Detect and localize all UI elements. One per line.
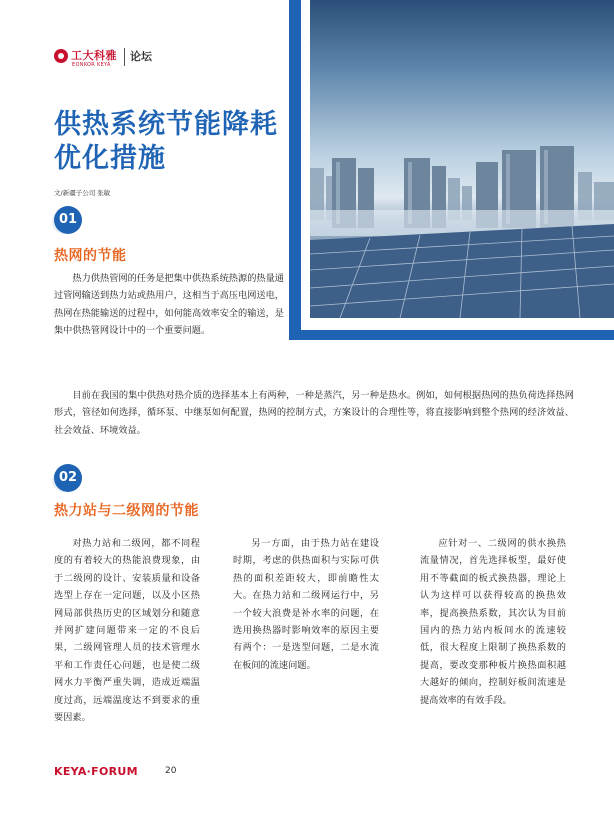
header-divider xyxy=(124,48,125,66)
section-2-column-2: 另一方面，由于热力站在建设时期，考虑的供热面积与实际可供热的面积差距较大，即前瞻性太大。在热力站和二级网运行中，另一个较大浪费是补水率的问题，在选用换热器时影响效率的原因主要有两个：一是选型问题，二是水流在板间的流速问题。 xyxy=(233,538,379,671)
byline: 文/新疆子公司 张敏 xyxy=(54,189,111,197)
section-heading: 热力站与二级网的节能 xyxy=(54,503,199,519)
title-line-2: 优化措施 xyxy=(54,143,166,174)
section-2-column-1: 对热力站和二级网，都不同程度的有着较大的热能浪费现象，由于二级网的设计、安装质量和设备选型上存在一定问题，以及小区热网局部供热历史的区域划分和随意并网扩建问题带来一定的不良后果，二级网管理人员的技术管理水平和工作责任心问题，也是使二级网水力平衡严重失调，造成近端温度过高，远端温度达不到要求的重要因素。 xyxy=(54,538,200,724)
section-label: 论坛 xyxy=(130,50,152,63)
section-1-paragraph-2: 目前在我国的集中供热对热介质的选择基本上有两种，一种是蒸汽，另一种是热水。例如，如何根据热网的热负荷选择热网形式，管径如何选择，循环泵、中继泵如何配置，热网的控制方式，方案设计的合理性等，将直接影响到整个热网的经济效益、社会效益、环境效益。 xyxy=(54,390,574,436)
keya-logo-icon xyxy=(54,49,68,63)
section-number-badge: 02 xyxy=(54,464,82,492)
logo-text-en: EONKOR KEYA xyxy=(72,62,111,68)
logo-text-cn: 工大科雅 xyxy=(71,49,117,62)
article-title xyxy=(54,108,294,176)
city-solar-illustration xyxy=(310,0,614,318)
section-heading: 热网的节能 xyxy=(54,248,127,264)
city-solar-photo xyxy=(310,0,614,318)
footer-brand: KEYA·FORUM xyxy=(54,765,138,778)
page-number: 20 xyxy=(165,766,177,776)
section-1-paragraph-1: 热力供热管网的任务是把集中供热系统热源的热量通过管网输送到热力站或热用户，这相当于高压电网送电，热网在热能输送的过程中，如何能高效率安全的输送，是集中供热管网设计中的一个重要问题。 xyxy=(54,273,284,337)
section-2-column-3: 应针对一、二级网的供水换热流量情况，首先选择板型，最好使用不等截面的板式换热器，理论上认为这样可以获得较高的换热效率，提高换热系数，其次认为目前国内的热力站内板间水的流速较低，很大程度上限制了换热系数的提高，要改变那种板片换热面积越大越好的倾向，控制好板间流速是提高效率的有效手段。 xyxy=(420,538,566,706)
section-number-badge: 01 xyxy=(54,206,82,234)
title-line-1: 供热系统节能降耗 xyxy=(54,109,278,140)
